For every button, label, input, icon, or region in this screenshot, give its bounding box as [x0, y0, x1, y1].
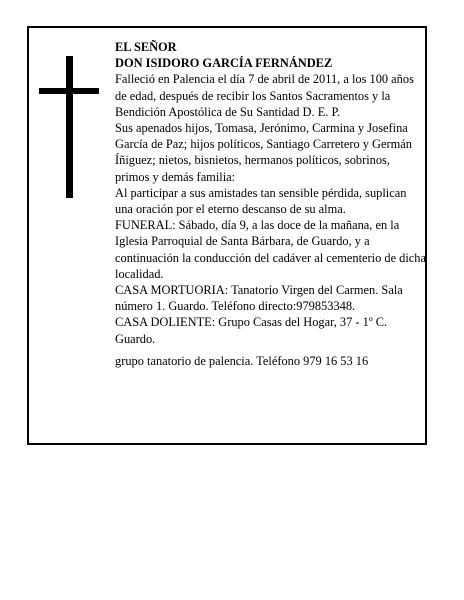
latin-cross-icon: [39, 56, 99, 198]
funeral-details: FUNERAL: Sábado, día 9, a las doce de la mañana, en la Iglesia Parroquial de Santa Bárbara, de Guardo, y a continuación la conducción del cadáver al cementerio de dicha localidad.: [115, 218, 426, 281]
casa-doliente: CASA DOLIENTE: Grupo Casas del Hogar, 37 - 1º C. Guardo.: [115, 315, 388, 346]
family-list: Sus apenados hijos, Tomasa, Jerónimo, Carmina y Josefina García de Paz; hijos políticos, Santiago Carretero y Germán Íñiguez; nietos, bisnietos, hermanos políticos, sobrinos, primos y demás familia:: [115, 121, 412, 184]
funeral-home-footer: grupo tanatorio de palencia. Teléfono 979 16 53 16: [115, 353, 369, 368]
cross-vertical-bar: [66, 56, 73, 198]
prayer-request: Al participar a sus amistades tan sensible pérdida, suplican una oración por el eterno descanso de su alma.: [115, 185, 407, 217]
obituary-notice: [27, 26, 427, 445]
obituary-text: [115, 39, 427, 369]
deceased-name: DON ISIDORO GARCÍA FERNÁNDEZ: [115, 56, 333, 71]
casa-mortuoria: CASA MORTUORIA: Tanatorio Virgen del Carmen. Sala número 1. Guardo. Teléfono directo:979853348.: [115, 283, 403, 314]
death-announcement: Falleció en Palencia el día 7 de abril de 2011, a los 100 años de edad, después de recibir los Santos Sacramentos y la Bendición Apostólica de Su Santidad D. E. P.: [115, 72, 414, 119]
notice-title: EL SEÑOR: [115, 40, 177, 54]
cross-horizontal-bar: [39, 88, 99, 94]
